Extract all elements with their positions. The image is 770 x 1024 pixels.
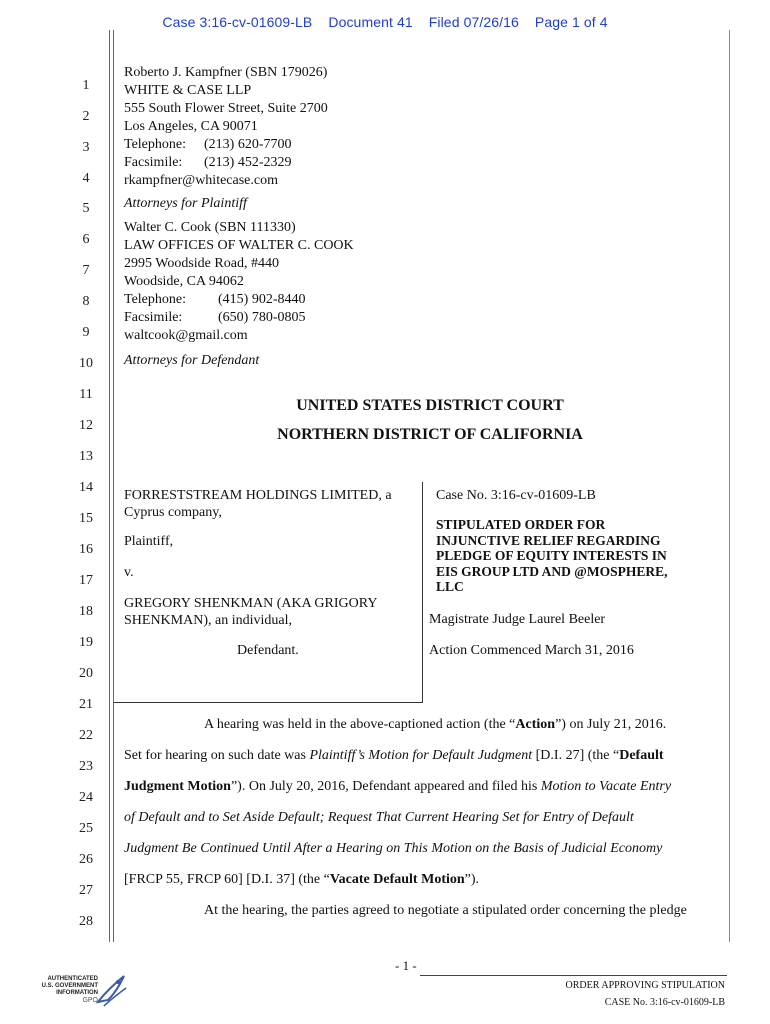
right-margin-rule	[729, 30, 730, 942]
caption-plaintiff-role: Plaintiff,	[124, 534, 174, 549]
eagle-icon	[94, 972, 130, 1010]
facsimile-label: Facsimile:	[124, 155, 183, 170]
page-number: - 1 -	[395, 958, 417, 973]
caption-bottom-rule	[114, 702, 423, 703]
footer-case-number: CASE No. 3:16-cv-01609-LB	[604, 997, 725, 1008]
plaintiff-name-line-2: Cyprus company,	[124, 505, 222, 520]
document-title	[436, 517, 667, 595]
line-number: 14	[79, 480, 93, 495]
defendant-counsel-block	[124, 219, 354, 345]
line-number: 3	[82, 140, 90, 155]
telephone-number: (213) 620-7700	[204, 137, 292, 152]
line-number: 12	[79, 418, 93, 433]
defendant-counsel-address-line-1: 2995 Woodside Road, #440	[124, 256, 279, 271]
left-margin-rule-inner	[113, 30, 114, 942]
plaintiff-name-line-1: FORRESTSTREAM HOLDINGS LIMITED, a	[124, 488, 392, 503]
plaintiff-counsel-name: Roberto J. Kampfner (SBN 179026)	[124, 65, 328, 80]
line-number: 4	[82, 171, 90, 186]
defendant-attorneys-role: Attorneys for Defendant	[124, 353, 260, 368]
line-number: 27	[79, 883, 93, 898]
defendant-name-line-2: SHENKMAN), an individual,	[124, 613, 292, 628]
plaintiff-counsel-block	[124, 64, 328, 190]
body-motion-title: Plaintiff’s Motion for Default Judgment	[309, 748, 533, 763]
line-number: 8	[82, 294, 90, 309]
line-number: 10	[79, 356, 93, 371]
defendant-counsel-email: waltcook@gmail.com	[124, 328, 248, 343]
line-number: 21	[79, 697, 93, 712]
line-number: 6	[82, 232, 90, 247]
document-title-line: LLC	[436, 579, 464, 594]
body-motion-title: Motion to Vacate Entry	[540, 779, 672, 794]
caption-versus: v.	[124, 565, 134, 580]
telephone-label: Telephone:	[124, 137, 186, 152]
line-number: 26	[79, 852, 93, 867]
line-number: 28	[79, 914, 93, 929]
defendant-counsel-telephone	[124, 291, 354, 309]
seal-line: AUTHENTICATED	[47, 976, 98, 982]
header-document-number: Document 41	[328, 14, 413, 30]
line-number: 22	[79, 728, 93, 743]
document-title-line: STIPULATED ORDER FOR	[436, 517, 606, 532]
caption-defendant	[124, 595, 424, 629]
line-number: 24	[79, 790, 93, 805]
gpo-authentication-seal	[26, 972, 136, 1012]
caption-plaintiff	[124, 487, 424, 521]
facsimile-number: (213) 452-2329	[204, 155, 292, 170]
line-number: 15	[79, 511, 93, 526]
body-line-4: of Default and to Set Aside Default; Request That Current Hearing Set for Entry of Default	[124, 810, 634, 825]
body-text: ”). On July 20, 2016, Defendant appeared and filed his	[230, 779, 541, 794]
line-number: 18	[79, 604, 93, 619]
gpo-seal-text	[26, 976, 98, 1004]
line-number: 2	[82, 109, 90, 124]
body-line-2	[124, 748, 724, 764]
defendant-counsel-address-line-2: Woodside, CA 94062	[124, 274, 244, 289]
plaintiff-attorneys-role: Attorneys for Plaintiff	[124, 196, 247, 211]
caption-vertical-divider	[422, 482, 423, 702]
header-filed-date: Filed 07/26/16	[428, 14, 519, 30]
facsimile-label: Facsimile:	[124, 310, 183, 325]
left-margin-rule-outer	[109, 30, 110, 942]
line-number: 17	[79, 573, 93, 588]
line-number: 13	[79, 449, 93, 464]
document-title-line: EIS GROUP LTD AND @MOSPHERE,	[436, 563, 668, 579]
line-number: 7	[82, 263, 90, 278]
line-number: 5	[82, 201, 90, 216]
body-text: A hearing was held in the above-captioned action (the “	[204, 717, 516, 732]
body-defined-term: Judgment Motion	[124, 779, 231, 794]
body-defined-term: Action	[515, 717, 556, 732]
line-number: 16	[79, 542, 93, 557]
body-defined-term: Vacate Default Motion	[329, 872, 465, 887]
plaintiff-counsel-telephone	[124, 136, 328, 154]
plaintiff-counsel-address-line-1: 555 South Flower Street, Suite 2700	[124, 101, 328, 116]
body-text: [D.I. 27] (the “	[532, 748, 620, 763]
document-title-line: INJUNCTIVE RELIEF REGARDING	[436, 532, 661, 548]
body-text: ”) on July 21, 2016.	[555, 717, 667, 732]
plaintiff-counsel-email: rkampfner@whitecase.com	[124, 173, 278, 188]
line-number: 23	[79, 759, 93, 774]
seal-gpo: GPO	[82, 997, 98, 1004]
header-case-number: Case 3:16-cv-01609-LB	[162, 14, 313, 30]
plaintiff-counsel-facsimile	[124, 154, 328, 172]
body-line-5: Judgment Be Continued Until After a Hearing on This Motion on the Basis of Judicial Economy	[124, 841, 663, 856]
body-line-6	[124, 872, 724, 888]
action-commenced: Action Commenced March 31, 2016	[429, 643, 634, 658]
footer-rule	[420, 975, 727, 976]
magistrate-judge: Magistrate Judge Laurel Beeler	[429, 612, 606, 627]
body-line-7: At the hearing, the parties agreed to negotiate a stipulated order concerning the pledge	[204, 903, 687, 918]
body-line-1	[204, 717, 770, 733]
body-text: ”).	[464, 872, 480, 887]
seal-line: U.S. GOVERNMENT	[41, 983, 98, 989]
facsimile-number: (650) 780-0805	[218, 310, 306, 325]
line-number: 9	[82, 325, 90, 340]
defendant-counsel-name: Walter C. Cook (SBN 111330)	[124, 220, 296, 235]
plaintiff-counsel-address-line-2: Los Angeles, CA 90071	[124, 119, 258, 134]
court-district: NORTHERN DISTRICT OF CALIFORNIA	[277, 426, 583, 443]
case-number: Case No. 3:16-cv-01609-LB	[436, 488, 596, 503]
seal-line: INFORMATION	[56, 990, 98, 996]
line-number: 25	[79, 821, 93, 836]
defendant-counsel-firm: LAW OFFICES OF WALTER C. COOK	[124, 238, 354, 253]
line-number: 19	[79, 635, 93, 650]
body-defined-term: Default	[619, 748, 664, 763]
header-page-number: Page 1 of 4	[534, 14, 608, 30]
line-number: 1	[82, 78, 90, 93]
filing-header	[0, 14, 770, 30]
body-text: [FRCP 55, FRCP 60] [D.I. 37] (the “	[124, 872, 330, 887]
line-number: 20	[79, 666, 93, 681]
defendant-name-line-1: GREGORY SHENKMAN (AKA GRIGORY	[124, 596, 378, 611]
defendant-counsel-facsimile	[124, 309, 354, 327]
footer-document-title: ORDER APPROVING STIPULATION	[565, 980, 725, 991]
telephone-label: Telephone:	[124, 292, 186, 307]
court-name: UNITED STATES DISTRICT COURT	[296, 397, 564, 414]
telephone-number: (415) 902-8440	[218, 292, 306, 307]
caption-defendant-role: Defendant.	[237, 643, 299, 658]
line-number: 11	[79, 387, 93, 402]
plaintiff-counsel-firm: WHITE & CASE LLP	[124, 83, 252, 98]
body-line-3	[124, 779, 724, 795]
document-title-line: PLEDGE OF EQUITY INTERESTS IN	[436, 548, 667, 563]
body-text: Set for hearing on such date was	[124, 748, 310, 763]
